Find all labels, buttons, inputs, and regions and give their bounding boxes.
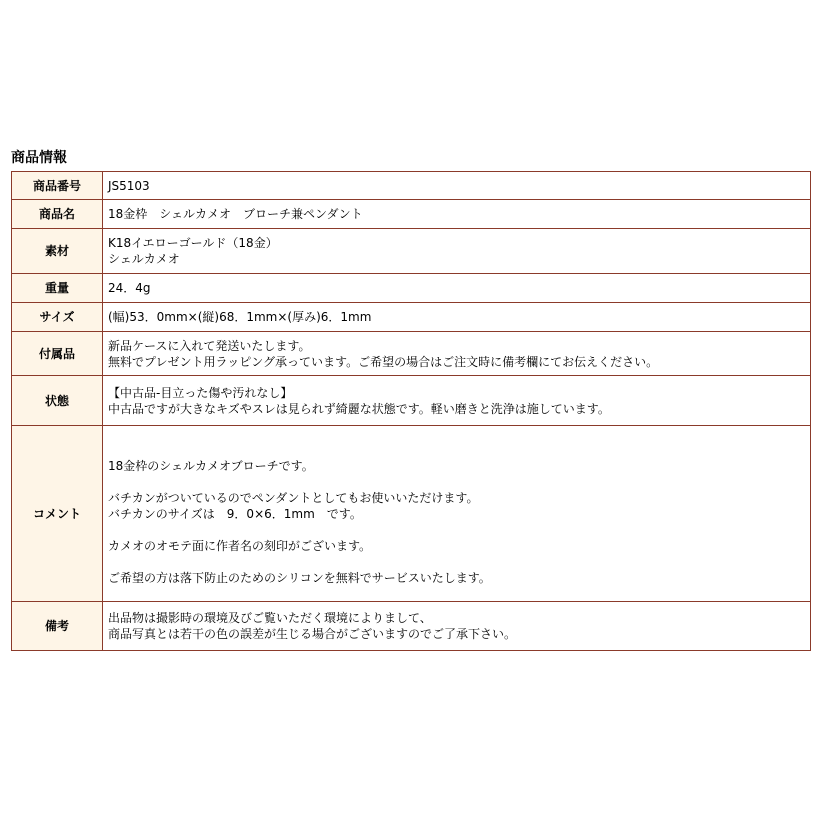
row-product-name	[12, 200, 811, 229]
label-size: サイズ	[12, 303, 103, 332]
label-comment: コメント	[12, 426, 103, 602]
value-condition	[103, 376, 811, 426]
label-product-name: 商品名	[12, 200, 103, 229]
label-material: 素材	[12, 229, 103, 274]
product-info-table	[11, 171, 811, 651]
material-line-1: K18イエローゴールド（18金）	[108, 236, 278, 250]
label-weight: 重量	[12, 274, 103, 303]
value-accessories	[103, 332, 811, 376]
value-notes	[103, 602, 811, 651]
value-product-number	[103, 172, 811, 200]
label-notes: 備考	[12, 602, 103, 651]
row-accessories	[12, 332, 811, 376]
value-weight	[103, 274, 811, 303]
row-comment	[12, 426, 811, 602]
value-comment	[103, 426, 811, 602]
comment-line-1: 18金枠のシェルカメオブローチです。	[108, 458, 314, 473]
comment-line-4: カメオのオモテ面に作者名の刻印がございます。	[108, 538, 372, 553]
material-line-2: シェルカメオ	[108, 252, 180, 266]
value-product-name	[103, 200, 811, 229]
section-title: 商品情報	[11, 150, 67, 166]
value-size	[103, 303, 811, 332]
row-condition	[12, 376, 811, 426]
size-text: (幅)53．0mm×(縦)68．1mm×(厚み)6．1mm	[108, 310, 372, 324]
product-number-text: JS5103	[108, 178, 150, 193]
row-notes	[12, 602, 811, 651]
row-size	[12, 303, 811, 332]
row-material	[12, 229, 811, 274]
product-name-text: 18金枠 シェルカメオ ブローチ兼ペンダント	[108, 207, 363, 221]
notes-line-2: 商品写真とは若干の色の誤差が生じる場合がございますのでご了承下さい。	[108, 627, 517, 641]
condition-line-2: 中古品ですが大きなキズやスレは見られず綺麗な状態です。軽い磨きと洗浄は施しています。	[108, 401, 610, 416]
label-accessories: 付属品	[12, 332, 103, 376]
notes-line-1: 出品物は撮影時の環境及びご覧いただく環境によりまして、	[108, 611, 432, 625]
accessories-line-1: 新品ケースに入れて発送いたします。	[108, 338, 311, 353]
label-product-number: 商品番号	[12, 172, 103, 200]
condition-line-1: 【中古品-目立った傷や汚れなし】	[108, 385, 293, 400]
weight-text: 24．4g	[108, 281, 151, 295]
comment-line-2: バチカンがついているのでペンダントとしてもお使いいただけます。	[108, 490, 479, 505]
accessories-line-2: 無料でプレゼント用ラッピング承っています。ご希望の場合はご注文時に備考欄にてお伝えください。	[108, 354, 659, 369]
row-weight	[12, 274, 811, 303]
comment-line-5: ご希望の方は落下防止のためのシリコンを無料でサービスいたします。	[108, 570, 491, 585]
row-product-number	[12, 172, 811, 200]
value-material	[103, 229, 811, 274]
label-condition: 状態	[12, 376, 103, 426]
comment-line-3: バチカンのサイズは 9．0×6．1mm です。	[108, 506, 362, 521]
